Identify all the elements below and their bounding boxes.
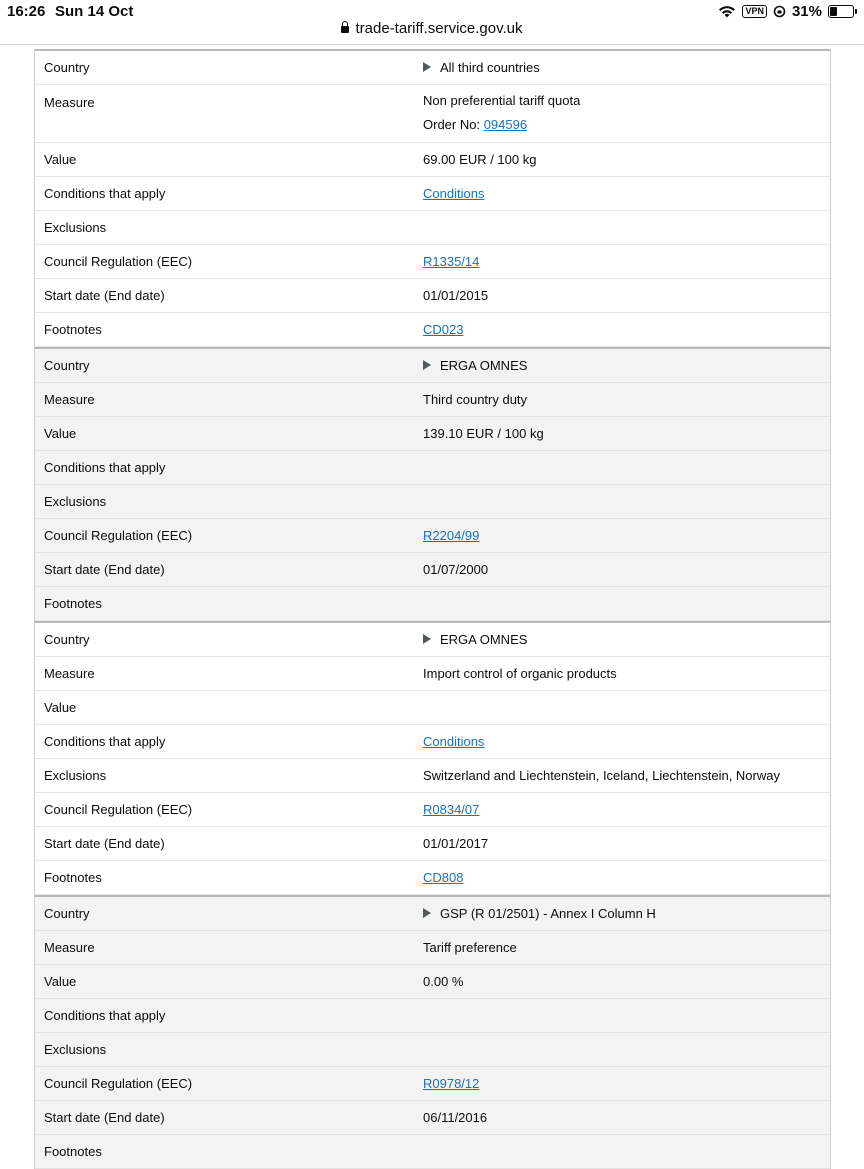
country-value: GSP (R 01/2501) - Annex I Column H bbox=[440, 905, 656, 921]
measure-block bbox=[35, 49, 830, 347]
orientation-lock-icon bbox=[773, 5, 786, 18]
order-prefix: Order No: bbox=[423, 117, 481, 132]
table-row bbox=[35, 1033, 830, 1067]
footnotes-label: Footnotes bbox=[44, 870, 102, 885]
exclusions-label: Exclusions bbox=[44, 494, 107, 509]
regulation-link[interactable]: R0978/12 bbox=[423, 1075, 480, 1091]
conditions-label: Conditions that apply bbox=[44, 460, 166, 475]
measures-table bbox=[34, 49, 831, 1169]
table-row bbox=[35, 51, 830, 85]
conditions-link[interactable]: Conditions bbox=[423, 185, 485, 201]
measure-block bbox=[35, 347, 830, 621]
lock-icon bbox=[341, 26, 349, 33]
url-text: trade-tariff.service.gov.uk bbox=[355, 20, 523, 37]
country-value: ERGA OMNES bbox=[440, 357, 528, 373]
measure-value: Tariff preference bbox=[423, 939, 517, 955]
value-label: Value bbox=[44, 974, 77, 989]
measure-block bbox=[35, 895, 830, 1169]
measure-value: Third country duty bbox=[423, 391, 528, 407]
country-label: Country bbox=[44, 906, 90, 921]
table-row bbox=[35, 793, 830, 827]
table-row bbox=[35, 623, 830, 657]
table-row bbox=[35, 1101, 830, 1135]
toolbar-divider bbox=[0, 44, 864, 45]
status-date: Sun 14 Oct bbox=[55, 3, 134, 20]
battery-icon bbox=[828, 5, 854, 18]
country-label: Country bbox=[44, 60, 90, 75]
table-row bbox=[35, 725, 830, 759]
exclusions-label: Exclusions bbox=[44, 1042, 107, 1057]
regulation-label: Council Regulation (EEC) bbox=[44, 802, 193, 817]
conditions-link[interactable]: Conditions bbox=[423, 733, 485, 749]
table-row bbox=[35, 211, 830, 245]
footnote-link[interactable]: CD023 bbox=[423, 321, 464, 337]
table-row bbox=[35, 383, 830, 417]
start-date-value: 01/01/2017 bbox=[423, 835, 489, 851]
country-value: All third countries bbox=[440, 59, 540, 75]
wifi-icon bbox=[718, 5, 736, 18]
exclusions-label: Exclusions bbox=[44, 768, 107, 783]
measure-label: Measure bbox=[44, 95, 95, 110]
table-row bbox=[35, 245, 830, 279]
start-date-value: 01/07/2000 bbox=[423, 561, 489, 577]
status-bar bbox=[0, 0, 864, 22]
regulation-label: Council Regulation (EEC) bbox=[44, 528, 193, 543]
footnotes-label: Footnotes bbox=[44, 596, 102, 611]
table-row bbox=[35, 177, 830, 211]
country-toggle[interactable] bbox=[423, 354, 830, 378]
regulation-link[interactable]: R2204/99 bbox=[423, 527, 480, 543]
country-value: ERGA OMNES bbox=[440, 631, 528, 647]
measure-label: Measure bbox=[44, 666, 95, 681]
country-label: Country bbox=[44, 358, 90, 373]
duty-value: 0.00 % bbox=[423, 973, 464, 989]
status-indicators bbox=[718, 3, 854, 20]
table-row bbox=[35, 827, 830, 861]
table-row bbox=[35, 485, 830, 519]
table-row bbox=[35, 349, 830, 383]
measure-block bbox=[35, 621, 830, 895]
battery-percent: 31% bbox=[791, 3, 822, 20]
triangle-right-icon bbox=[423, 634, 431, 644]
exclusions-value: Switzerland and Liechtenstein, Iceland, Liechtenstein, Norway bbox=[423, 767, 780, 783]
value-label: Value bbox=[44, 152, 77, 167]
table-row bbox=[35, 279, 830, 313]
footnotes-label: Footnotes bbox=[44, 322, 102, 337]
start-date-label: Start date (End date) bbox=[44, 288, 165, 303]
status-time: 16:26 bbox=[7, 3, 46, 20]
measure-value: Non preferential tariff quota bbox=[423, 93, 581, 108]
country-toggle[interactable] bbox=[423, 902, 830, 926]
table-row bbox=[35, 451, 830, 485]
table-row bbox=[35, 85, 830, 143]
regulation-label: Council Regulation (EEC) bbox=[44, 254, 193, 269]
table-row bbox=[35, 1135, 830, 1169]
table-row bbox=[35, 759, 830, 793]
footnote-link[interactable]: CD808 bbox=[423, 869, 464, 885]
measure-cell bbox=[423, 85, 830, 137]
value-label: Value bbox=[44, 700, 77, 715]
start-date-value: 06/11/2016 bbox=[423, 1109, 488, 1125]
start-date-label: Start date (End date) bbox=[44, 836, 165, 851]
country-label: Country bbox=[44, 632, 90, 647]
table-row bbox=[35, 931, 830, 965]
table-row bbox=[35, 999, 830, 1033]
regulation-label: Council Regulation (EEC) bbox=[44, 1076, 193, 1091]
measure-label: Measure bbox=[44, 940, 95, 955]
duty-value: 69.00 EUR / 100 kg bbox=[423, 151, 537, 167]
start-date-label: Start date (End date) bbox=[44, 1110, 165, 1125]
table-row bbox=[35, 897, 830, 931]
table-row bbox=[35, 553, 830, 587]
footnotes-label: Footnotes bbox=[44, 1144, 102, 1159]
triangle-right-icon bbox=[423, 360, 431, 370]
country-toggle[interactable] bbox=[423, 56, 830, 80]
vpn-icon: VPN bbox=[742, 5, 767, 18]
address-bar[interactable] bbox=[0, 20, 864, 42]
country-toggle[interactable] bbox=[423, 628, 830, 652]
order-number bbox=[423, 113, 830, 137]
triangle-right-icon bbox=[423, 908, 431, 918]
table-row bbox=[35, 143, 830, 177]
regulation-link[interactable]: R0834/07 bbox=[423, 801, 480, 817]
triangle-right-icon bbox=[423, 62, 431, 72]
table-row bbox=[35, 587, 830, 621]
conditions-label: Conditions that apply bbox=[44, 186, 166, 201]
table-row bbox=[35, 691, 830, 725]
table-row bbox=[35, 861, 830, 895]
exclusions-label: Exclusions bbox=[44, 220, 107, 235]
table-row bbox=[35, 313, 830, 347]
measure-label: Measure bbox=[44, 392, 95, 407]
value-label: Value bbox=[44, 426, 77, 441]
conditions-label: Conditions that apply bbox=[44, 734, 166, 749]
regulation-link[interactable]: R1335/14 bbox=[423, 253, 480, 269]
table-row bbox=[35, 657, 830, 691]
duty-value: 139.10 EUR / 100 kg bbox=[423, 425, 544, 441]
order-number-link[interactable]: 094596 bbox=[483, 117, 528, 132]
table-row bbox=[35, 965, 830, 999]
start-date-value: 01/01/2015 bbox=[423, 287, 489, 303]
table-row bbox=[35, 417, 830, 451]
conditions-label: Conditions that apply bbox=[44, 1008, 166, 1023]
start-date-label: Start date (End date) bbox=[44, 562, 165, 577]
table-row bbox=[35, 1067, 830, 1101]
measure-value: Import control of organic products bbox=[423, 665, 617, 681]
table-row bbox=[35, 519, 830, 553]
